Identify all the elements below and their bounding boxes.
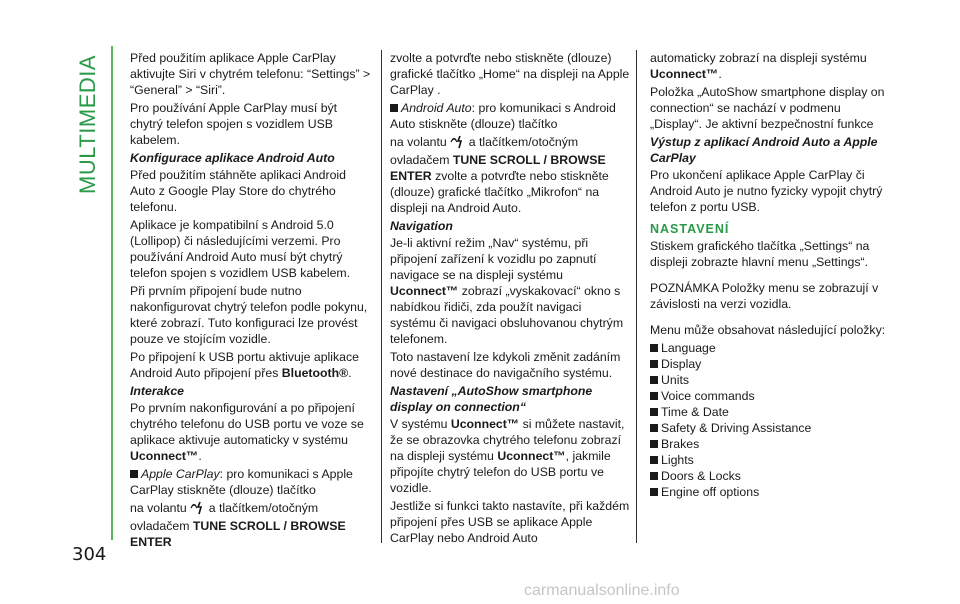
column-divider-1	[381, 50, 382, 543]
paragraph	[390, 416, 630, 496]
text: na volantu	[130, 501, 187, 515]
list-item	[650, 468, 888, 484]
menu-item-label: Lights	[661, 453, 694, 467]
list-item	[650, 404, 888, 420]
bullet-square-icon	[650, 424, 658, 432]
text: si můžete nastavit, že se obrazovka chytrého telefonu zobrazí na displeji systému	[390, 417, 625, 463]
section-rule	[111, 46, 113, 540]
subheading: Navigation	[390, 219, 453, 233]
text: : pro komunikaci s Android Auto stiskněte (dlouze) tlačítko	[390, 101, 616, 131]
paragraph	[130, 518, 372, 550]
bullet-square-icon	[390, 104, 398, 112]
column-divider-2	[636, 50, 637, 543]
list-item	[650, 484, 888, 500]
paragraph	[390, 134, 630, 150]
text: .	[718, 67, 722, 81]
paragraph: Položka „AutoShow smartphone display on connection“ se nachází v podmenu „Display“. Je aktivní bezpečnostní funkce	[650, 85, 885, 131]
menu-item-label: Safety & Driving Assistance	[661, 421, 812, 435]
list-item	[650, 340, 888, 356]
bullet-square-icon	[650, 376, 658, 384]
paragraph: zvolte a potvrďte nebo stiskněte (dlouze) grafické tlačítko „Home“ na displeji na Apple CarPlay .	[390, 51, 630, 97]
bullet-square-icon	[650, 472, 658, 480]
settings-heading: NASTAVENÍ	[650, 222, 730, 236]
paragraph: Pro používání Apple CarPlay musí být chytrý telefon spojen s vozidlem USB kabelem.	[130, 101, 338, 147]
text: a tlačítkem/otočným	[208, 501, 319, 515]
bullet-square-icon	[650, 344, 658, 352]
uconnect-term: Uconnect™	[390, 284, 459, 298]
uconnect-term: Uconnect™	[130, 449, 199, 463]
subheading: Konfigurace aplikace Android Auto	[130, 151, 335, 165]
control-name: TUNE SCROLL / BROWSE ENTER	[130, 519, 346, 549]
menu-item-label: Engine off options	[661, 485, 760, 499]
text: .	[198, 449, 202, 463]
control-name: TUNE SCROLL / BROWSE ENTER	[390, 153, 606, 183]
paragraph: Stiskem grafického tlačítka „Settings“ na displeji zobrazte hlavní menu „Settings“.	[650, 239, 870, 269]
paragraph: Pro ukončení aplikace Apple CarPlay či Android Auto je nutno fyzicky vypojit chytrý telefon z portu USB.	[650, 168, 883, 214]
menu-item-label: Doors & Locks	[661, 469, 741, 483]
bullet-paragraph	[130, 466, 372, 498]
paragraph	[130, 400, 372, 464]
list-item	[650, 372, 888, 388]
section-title	[62, 42, 106, 197]
paragraph	[130, 349, 372, 381]
term: Apple CarPlay	[141, 467, 220, 481]
list-item	[650, 356, 888, 372]
text: na volantu	[390, 135, 447, 149]
bullet-square-icon	[650, 456, 658, 464]
list-item	[650, 436, 888, 452]
text: , jakmile připojíte chytrý telefon do USB portu ve vozidle.	[390, 449, 611, 495]
text: zvolte a potvrďte nebo stiskněte (dlouze) grafické tlačítko „Mikrofon“ na displeji na Android Auto.	[390, 169, 609, 215]
menu-item-label: Time & Date	[661, 405, 729, 419]
bullet-paragraph	[390, 100, 630, 132]
bullet-square-icon	[650, 360, 658, 368]
subheading: Interakce	[130, 384, 185, 398]
term: Android Auto	[401, 101, 472, 115]
text: ovladačem	[130, 519, 190, 533]
text: .	[348, 366, 352, 380]
spacer	[650, 314, 888, 322]
list-item	[650, 420, 888, 436]
text: ovladačem	[390, 153, 450, 167]
column-1	[130, 50, 372, 552]
watermark: carmanualsonline.info	[524, 582, 680, 599]
paragraph	[390, 235, 630, 347]
voice-command-icon	[190, 501, 206, 515]
bluetooth-term: Bluetooth®	[281, 366, 349, 380]
bullet-square-icon	[650, 408, 658, 416]
bullet-square-icon	[650, 488, 658, 496]
paragraph: Aplikace je kompatibilní s Android 5.0 (Lollipop) či následujícími verzemi. Pro používání Android Auto musí být chytrý telefon spojen s vozidlem USB kabelem.	[130, 218, 351, 280]
text: automaticky zobrazí na displeji systému	[650, 51, 867, 65]
spacer	[650, 272, 888, 280]
uconnect-term: Uconnect™	[497, 449, 566, 463]
menu-item-label: Units	[661, 373, 690, 387]
subheading: Výstup z aplikací Android Auto a Apple CarPlay	[650, 135, 878, 165]
paragraph: Menu může obsahovat následující položky:	[650, 323, 886, 337]
section-title-svg	[62, 42, 106, 197]
bullet-square-icon	[130, 470, 138, 478]
note-paragraph: POZNÁMKA Položky menu se zobrazují v závislosti na verzi vozidla.	[650, 281, 879, 311]
paragraph	[130, 500, 372, 516]
menu-item-label: Language	[661, 341, 716, 355]
column-3	[650, 50, 888, 500]
settings-menu-list	[650, 340, 888, 500]
paragraph: Při prvním připojení bude nutno nakonfigurovat chytrý telefon podle pokynu, které zobrazí. Tuto konfiguraci lze provést pouze ve stojícím vozidle.	[130, 284, 368, 346]
bullet-square-icon	[650, 440, 658, 448]
list-item	[650, 452, 888, 468]
text: Po připojení k USB portu aktivuje aplikace Android Auto připojení přes	[130, 350, 359, 380]
paragraph: Před použitím stáhněte aplikaci Android Auto z Google Play Store do chytrého telefonu.	[130, 168, 347, 214]
text: a tlačítkem/otočným	[468, 135, 579, 149]
bullet-square-icon	[650, 392, 658, 400]
column-2	[390, 50, 630, 548]
paragraph: Toto nastavení lze kdykoli změnit zadáním nové destinace do navigačního systému.	[390, 350, 621, 380]
section-title-text: MULTIMEDIA	[75, 54, 100, 194]
list-item	[650, 388, 888, 404]
text: zobrazí „vyskakovací“ okno s nabídkou řidiči, zda použít navigaci systému či navigaci obsluhovanou chytrým telefonem.	[390, 284, 624, 346]
menu-item-label: Display	[661, 357, 702, 371]
text: Je-li aktivní režim „Nav“ systému, při připojení zařízení k vozidlu po zapnutí navigace se na displeji systému	[390, 236, 597, 282]
menu-item-label: Brakes	[661, 437, 700, 451]
voice-command-icon	[450, 135, 466, 149]
text: Po prvním nakonfigurování a po připojení chytrého telefonu do USB portu ve voze se aplikace aktivuje automaticky v systému	[130, 401, 364, 447]
uconnect-term: Uconnect™	[650, 67, 719, 81]
paragraph: Před použitím aplikace Apple CarPlay aktivujte Siri v chytrém telefonu: “Settings” > “General” > “Siri”.	[130, 51, 371, 97]
page-number: 304	[72, 544, 107, 565]
menu-item-label: Voice commands	[661, 389, 755, 403]
paragraph	[390, 152, 630, 216]
subheading: Nastavení „AutoShow smartphone display on connection“	[390, 384, 593, 414]
uconnect-term: Uconnect™	[450, 417, 520, 431]
paragraph: Jestliže si funkci takto nastavíte, při každém připojení přes USB se aplikace Apple CarPlay nebo Android Auto	[390, 499, 630, 545]
text: V systému	[390, 417, 448, 431]
paragraph	[650, 50, 888, 82]
text: : pro komunikaci s Apple CarPlay stiskněte (dlouze) tlačítko	[130, 467, 353, 497]
